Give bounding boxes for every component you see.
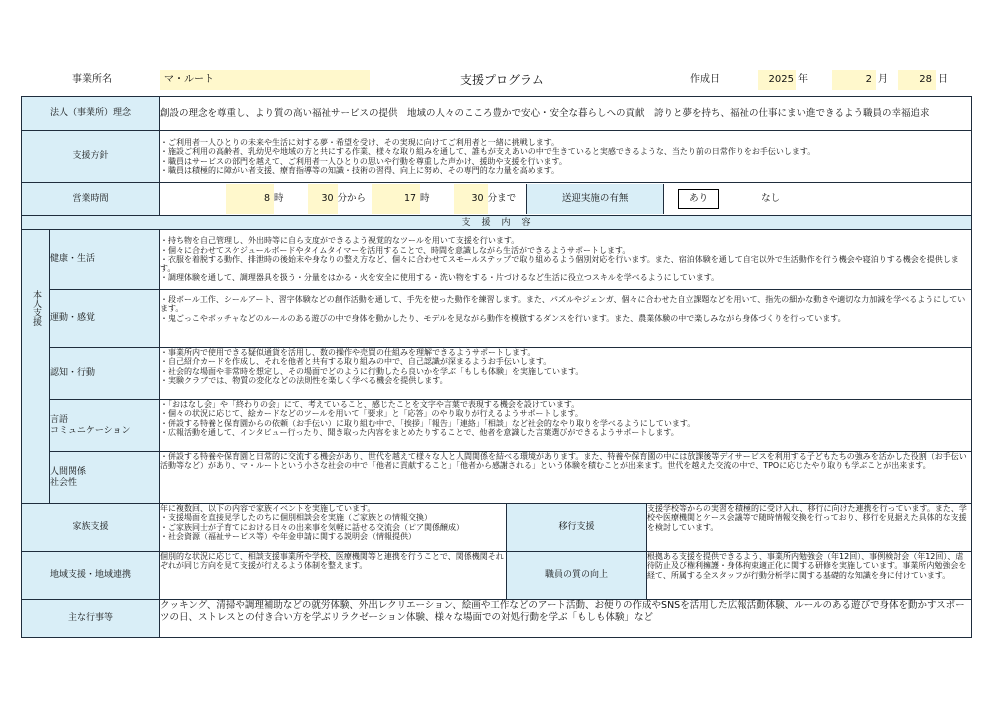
start-hour-field[interactable] bbox=[226, 184, 274, 214]
family-support-text bbox=[160, 504, 507, 552]
content-line: ・社会資源（福祉サービス等）や年金申請に関する説明会（情報提供） bbox=[160, 531, 417, 541]
personal-row-content bbox=[160, 290, 972, 348]
policy-text bbox=[160, 131, 972, 183]
until-text: 分まで bbox=[487, 193, 517, 204]
month-field[interactable] bbox=[832, 70, 876, 90]
personal-row-name: 健康・生活 bbox=[50, 230, 160, 290]
transport-yes-option[interactable]: あり bbox=[678, 189, 719, 209]
philosophy-label: 法人（事業所）理念 bbox=[22, 97, 160, 131]
month-unit: 月 bbox=[878, 74, 888, 85]
year-value: 2025 bbox=[768, 74, 794, 85]
policy-line: ・職員は積極的に障がい者支援、療育指導等の知識・技術の習得、向上に努め、その専門的な力量を高めます。 bbox=[160, 165, 560, 175]
content-line: ・「おはなし会」や「終わりの会」にて、考えていること、感じたことを文字や言葉で表現する機会を設けています。 bbox=[160, 400, 580, 409]
content-line: ・併設する特養と保育園からの依頼（お手伝い）に取り組む中で、「挨拶」「報告」「連絡」「相談」など社会的なやり取りを学べるようにしています。 bbox=[160, 418, 696, 428]
staff-quality-label: 職員の質の向上 bbox=[507, 552, 647, 600]
content-line: ・実験クラブでは、物質の変化などの法則性を楽しく学べる機会を提供します。 bbox=[160, 375, 448, 385]
content-line: ・支援場面を直接見学したのちに個別相談会を実施（ご家族との情報交換） bbox=[160, 513, 433, 523]
policy-line: ・職員はサービスの部門を越えて、ご利用者一人ひとりの思いや行動を尊重した声かけ、援助や支援を行います。 bbox=[160, 156, 567, 166]
content-line: ・鬼ごっこやボッチャなどのルールのある遊びの中で身体を動かしたり、モデルを見ながら動作を模倣するダンスを行います。また、農業体験の中で楽しみながら身体づくりを行っています。 bbox=[160, 313, 846, 323]
created-date-label: 作成日 bbox=[690, 74, 720, 85]
community-support-text: 個別的な状況に応じて、相談支援事業所や学校、医療機関等と連携を行うことで、関係機関それぞれが同じ方向を見て支援が行えるよう体制を整えます。 bbox=[160, 552, 507, 600]
personal-support-text: 本人支援 bbox=[31, 290, 41, 326]
personal-row-name: 運動・感覚 bbox=[50, 290, 160, 348]
events-label: 主な行事等 bbox=[22, 600, 160, 638]
content-line: ・併設する特養や保育園と日常的に交流する機会があり、世代を越えて様々な人と人間関係を結べる環境があります。また、特養や保育園の中には放課後等デイサービスを利用する子どもたちの強みを活かした役割（お手伝い活動等など）があり、マ・ルートという小さな社会の中で「他者に貢献すること」「他者から感謝される」という体験を積むことが出来ます。世代を越えた交流の中で、TPOに応じたやり取りも学ぶことが出来ます。 bbox=[160, 452, 967, 471]
personal-row-name: 人間関係 社会性 bbox=[50, 452, 160, 504]
end-minute-field[interactable] bbox=[454, 184, 488, 214]
personal-row-name: 認知・行動 bbox=[50, 348, 160, 400]
transition-support-label: 移行支援 bbox=[507, 504, 647, 552]
month-value: 2 bbox=[865, 74, 872, 85]
philosophy-text: 創設の理念を尊重し、より質の高い福祉サービスの提供 地域の人々のこころ豊かで安心・安全な暮らしへの貢献 誇りと夢を持ち、福祉の仕事にまい進できるよう職員の幸福追求 bbox=[160, 97, 972, 131]
content-line: ・個々に合わせてスケジュールボードやタイムタイマーを活用することで、時間を意識しながら生活ができるようサポートします。 bbox=[160, 245, 631, 255]
office-label: 事業所名 bbox=[72, 74, 112, 85]
policy-line: ・施設ご利用の高齢者、乳幼児や地域の方と共にする作業、様々な取り組みを通して、誰もが支えあいの中で生きていると実感できるような、当たり前の日常作りをお手伝いします。 bbox=[160, 147, 816, 157]
hours-label: 営業時間 bbox=[22, 183, 160, 216]
end-hour-value: 17 bbox=[403, 193, 417, 204]
personal-row-content bbox=[160, 348, 972, 400]
staff-quality-text: 根拠ある支援を提供できるよう、事業所内勉強会（年12回）、事例検討会（年12回）、虐待防止及び権利擁護・身体拘束適正化に関する研修を実施しています。事業所内勉強会を経て、所属する全スタッフが行動分析学に関する基礎的な知識を身に付けています。 bbox=[647, 552, 972, 600]
policy-line: ・ご利用者一人ひとりの未来や生活に対する夢・希望を受け、その実現に向けてご利用者と一緒に挑戦します。 bbox=[160, 137, 560, 147]
content-line: ・ご家族同士が子育てにおける日々の出来事を気軽に話せる交流会（ピア関係醸成） bbox=[160, 522, 465, 532]
content-line: ・自己紹介カードを作成し、それを他者と共有する取り組みの中で、自己認識が深まるようお手伝いします。 bbox=[160, 357, 552, 367]
transport-no-option[interactable]: なし bbox=[761, 193, 781, 205]
end-minute-value: 30 bbox=[471, 193, 484, 204]
from-text: 分から bbox=[337, 193, 367, 204]
end-hour-field[interactable] bbox=[372, 184, 420, 214]
personal-row-name: 言語 コミュニケーション bbox=[50, 400, 160, 452]
hours-cell bbox=[160, 183, 972, 216]
start-minute-value: 30 bbox=[321, 193, 334, 204]
content-line: ・事業所内で使用できる疑似通貨を活用し、数の操作や売買の仕組みを理解できるようサポートします。 bbox=[160, 348, 536, 357]
events-text: クッキング、清掃や調理補助などの就労体験、外出レクリエーション、絵画や工作などのアート活動、お便りの作成やSNSを活用した広報活動体験、ルールのある遊びで身体を動かすスポーツの日、ストレスとの付き合い方を学ぶリラクゼーション体験、様々な場面での対処行動を学ぶ「もしも体験」など bbox=[160, 600, 972, 638]
page-title: 支援プログラム bbox=[460, 73, 544, 87]
content-line: ・衣服を着脱する動作、排泄時の後始末や身なりの整え方など、個々に合わせてスモールステップで取り組めるよう個別対応を行います。また、宿泊体験を通して自宅以外で生活動作を行う機会や寝泊りする機会を提供します。 bbox=[160, 254, 959, 274]
transition-support-text: 支援学校等からの実習を積極的に受け入れ、移行に向けた連携を行っています。また、学校や医療機関とケース会議等で随時情報交換を行っており、移行を見据えた具体的な支援を検討しています。 bbox=[647, 504, 972, 552]
hour-unit: 時 bbox=[274, 193, 284, 204]
support-program-table bbox=[21, 96, 972, 638]
start-hour-value: 8 bbox=[263, 193, 271, 204]
personal-support-label bbox=[22, 230, 50, 504]
personal-row-content bbox=[160, 400, 972, 452]
day-unit: 日 bbox=[938, 74, 948, 85]
content-line: ・広報活動を通して、インタビュー行ったり、聞き取った内容をまとめたりすることで、他者を意識した言葉選びができるようサポートします。 bbox=[160, 427, 679, 437]
content-line: ・社会的な場面や非常時を想定し、その場面でどのように行動したら良いかを学ぶ「もしも体験」を実施しています。 bbox=[160, 366, 584, 376]
content-header: 支 援 内 容 bbox=[22, 216, 972, 230]
year-unit: 年 bbox=[798, 74, 808, 85]
family-support-label: 家族支援 bbox=[22, 504, 160, 552]
content-line: ・持ち物を自己管理し、外出時等に自ら支度ができるよう視覚的なツールを用いて支援を行います。 bbox=[160, 236, 520, 246]
content-line: ・調理体験を通して、調理器具を扱う・分量をはかる・火を安全に使用する・洗い物をする・片づけるなど生活に役立つスキルを学べるようにしています。 bbox=[160, 273, 720, 283]
policy-label: 支援方針 bbox=[22, 131, 160, 183]
year-field[interactable] bbox=[758, 70, 796, 90]
day-value: 28 bbox=[919, 74, 932, 85]
content-line: 年に複数回、以下の内容で家族イベントを実施しています。 bbox=[160, 504, 376, 513]
day-field[interactable] bbox=[898, 70, 936, 90]
content-line: ・個々の状況に応じて、絵カードなどのツールを用いて「要求」と「応答」のやり取りが行えるようサポートします。 bbox=[160, 409, 583, 419]
personal-row-content bbox=[160, 452, 972, 504]
community-support-label: 地域支援・地域連携 bbox=[22, 552, 160, 600]
personal-row-content bbox=[160, 230, 972, 290]
office-name-field[interactable]: マ・ルート bbox=[160, 70, 370, 90]
end-hour-unit: 時 bbox=[420, 193, 430, 204]
start-minute-field[interactable] bbox=[308, 184, 338, 214]
transport-label: 送迎実施の有無 bbox=[526, 184, 664, 214]
content-line: ・段ボール工作、シールアート、習字体験などの創作活動を通して、手先を使った動作を練習します。また、パズルやジェンガ、個々に合わせた自立課題などを用いて、指先の細かな動きや適切な力加減を学べるようにしています。 bbox=[160, 295, 966, 314]
